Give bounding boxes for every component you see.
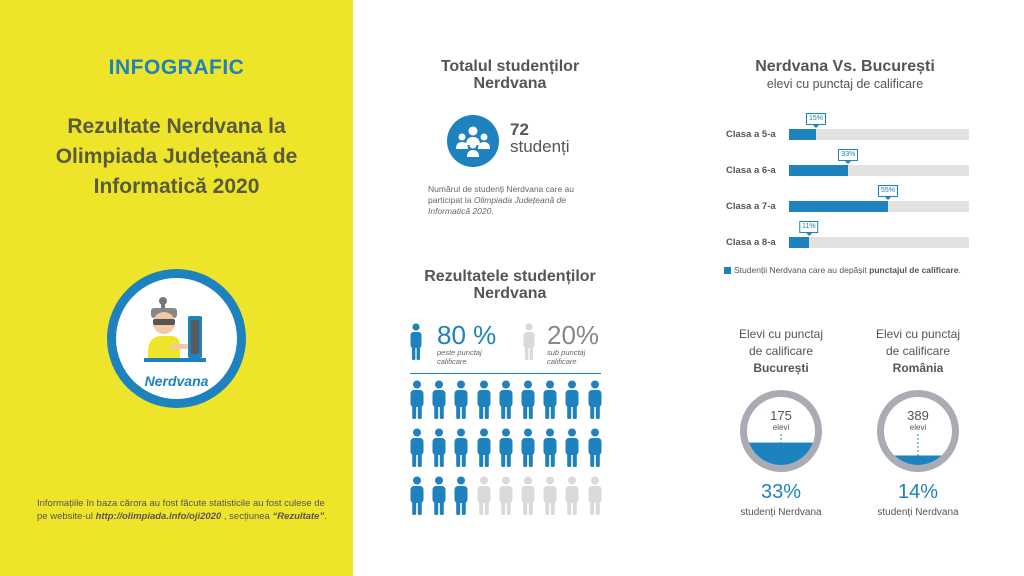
person-icon-qualified: [521, 428, 535, 468]
group-people-icon: [447, 115, 499, 167]
total-students-title: Totalul studenților Nerdvana: [440, 58, 580, 92]
gauge-total: 175: [770, 408, 792, 423]
main-title: Rezultate Nerdvana la Olimpiada Județeană de Informatică 2020: [55, 115, 298, 198]
infographic-tag: INFOGRAFIC: [108, 56, 245, 79]
legend-text: .: [958, 265, 961, 275]
gauge-title-line: Elevi cu punctaj: [738, 327, 824, 341]
person-icon-qualified: [454, 476, 468, 516]
bar-legend: [724, 265, 961, 275]
bar-value-label: 55%: [878, 185, 898, 197]
bar: [789, 237, 809, 248]
person-icon-not-qualified: [565, 476, 579, 516]
bar-row: [720, 113, 980, 143]
bar-track: [789, 129, 969, 140]
person-icon-qualified: [410, 476, 424, 516]
gauge-title-line: de calificare: [885, 344, 951, 358]
person-icon-qualified: [477, 380, 491, 420]
description-text: Numărul de studenți Nerdvana care au participat la: [428, 184, 574, 205]
person-icon-qualified: [454, 428, 468, 468]
person-icon-qualified: [432, 380, 446, 420]
left-panel: [0, 0, 353, 576]
logo-text: Nerdvana: [144, 373, 209, 389]
person-icon-qualified: [454, 380, 468, 420]
nerdvana-logo: [107, 269, 246, 408]
bar-value-label: 33%: [838, 149, 858, 161]
footnote-section: “Rezultate”: [272, 511, 325, 522]
above-percent: 80 %: [437, 320, 497, 350]
person-icon-qualified: [477, 428, 491, 468]
bar-category-label: Clasa a 5-a: [726, 129, 776, 140]
person-icon-qualified: [499, 428, 513, 468]
comparison-subtitle: elevi cu punctaj de calificare: [766, 77, 924, 91]
logo-inner: [116, 278, 237, 399]
person-icon-not-qualified: [521, 476, 535, 516]
bar-track: [789, 237, 969, 248]
legend-text-bold: punctajul de calificare: [869, 265, 959, 275]
bar: [789, 129, 816, 140]
bar-value-label: 15%: [806, 113, 826, 125]
bar-row: [720, 149, 980, 179]
bar-row: [720, 185, 980, 215]
gauge-total: 389: [907, 408, 929, 423]
bar-category-label: Clasa a 7-a: [726, 201, 776, 212]
footnote-text: .: [324, 511, 327, 522]
gauge-percent: 33%: [760, 481, 802, 503]
legend-swatch: [724, 267, 731, 274]
results-title: Rezultatele studenților Nerdvana: [424, 268, 596, 302]
person-icon-qualified: [543, 428, 557, 468]
source-link[interactable]: http://olimpiada.info/oji2020: [95, 511, 222, 522]
bar-track: [789, 165, 969, 176]
gauge-title: [711, 326, 851, 377]
person-icon-qualified: [565, 428, 579, 468]
gauge-caption: studenți Nerdvana: [877, 507, 959, 518]
person-icon-above: [410, 323, 422, 361]
total-description: [428, 184, 598, 217]
gauge-title: [848, 326, 988, 377]
gauge-unit: elevi: [772, 423, 790, 432]
person-icon-qualified: [432, 476, 446, 516]
person-icon-qualified: [543, 380, 557, 420]
person-icon-qualified: [410, 428, 424, 468]
total-count-label: studenți: [510, 137, 570, 156]
person-grid: [410, 380, 605, 520]
bar-category-label: Clasa a 8-a: [726, 237, 776, 248]
below-percent: 20%: [547, 320, 600, 350]
person-icon-qualified: [521, 380, 535, 420]
bar-value-label: 11%: [799, 221, 819, 233]
person-icon-not-qualified: [543, 476, 557, 516]
person-icon-qualified: [588, 380, 602, 420]
legend-text: Studenții Nerdvana care au depășit: [734, 265, 870, 275]
description-emphasis: Olimpiada Județeană de Informatică 2020: [428, 195, 566, 216]
comparison-title: Nerdvana Vs. București: [755, 58, 935, 75]
bar-track: [789, 201, 969, 212]
source-footnote: [37, 497, 327, 523]
person-icon-qualified: [565, 380, 579, 420]
above-percent-label: peste punctaj calificare: [437, 348, 482, 366]
person-icon-not-qualified: [499, 476, 513, 516]
footnote-text: Informațiile în baza cărora au fost făcute statisticile au fost culese de pe website-ul: [37, 498, 325, 522]
gauge-unit: elevi: [909, 423, 927, 432]
person-icon-below: [523, 323, 535, 361]
gauge-title-line: de calificare: [748, 344, 814, 358]
bar-category-label: Clasa a 6-a: [726, 165, 776, 176]
gauge-title-line: București: [753, 361, 809, 375]
person-icon-not-qualified: [477, 476, 491, 516]
person-icon-not-qualified: [588, 476, 602, 516]
bar-row: [720, 221, 980, 251]
bar: [789, 201, 888, 212]
gauge-caption: studenți Nerdvana: [740, 507, 822, 518]
results-divider: [410, 373, 601, 374]
gauge-title-line: România: [892, 361, 944, 375]
gauge: [740, 390, 822, 472]
person-icon-qualified: [432, 428, 446, 468]
description-text: .: [491, 206, 494, 216]
bar: [789, 165, 848, 176]
person-icon-qualified: [588, 428, 602, 468]
footnote-text: , secțiunea: [221, 511, 273, 522]
total-count: 72: [510, 120, 529, 139]
robot-at-computer-icon: [144, 294, 210, 370]
gauge-title-line: Elevi cu punctaj: [875, 327, 961, 341]
below-percent-label: sub punctaj calificare: [547, 348, 586, 366]
person-icon-qualified: [410, 380, 424, 420]
person-icon-qualified: [499, 380, 513, 420]
gauge: [877, 390, 959, 472]
gauge-percent: 14%: [897, 481, 939, 503]
